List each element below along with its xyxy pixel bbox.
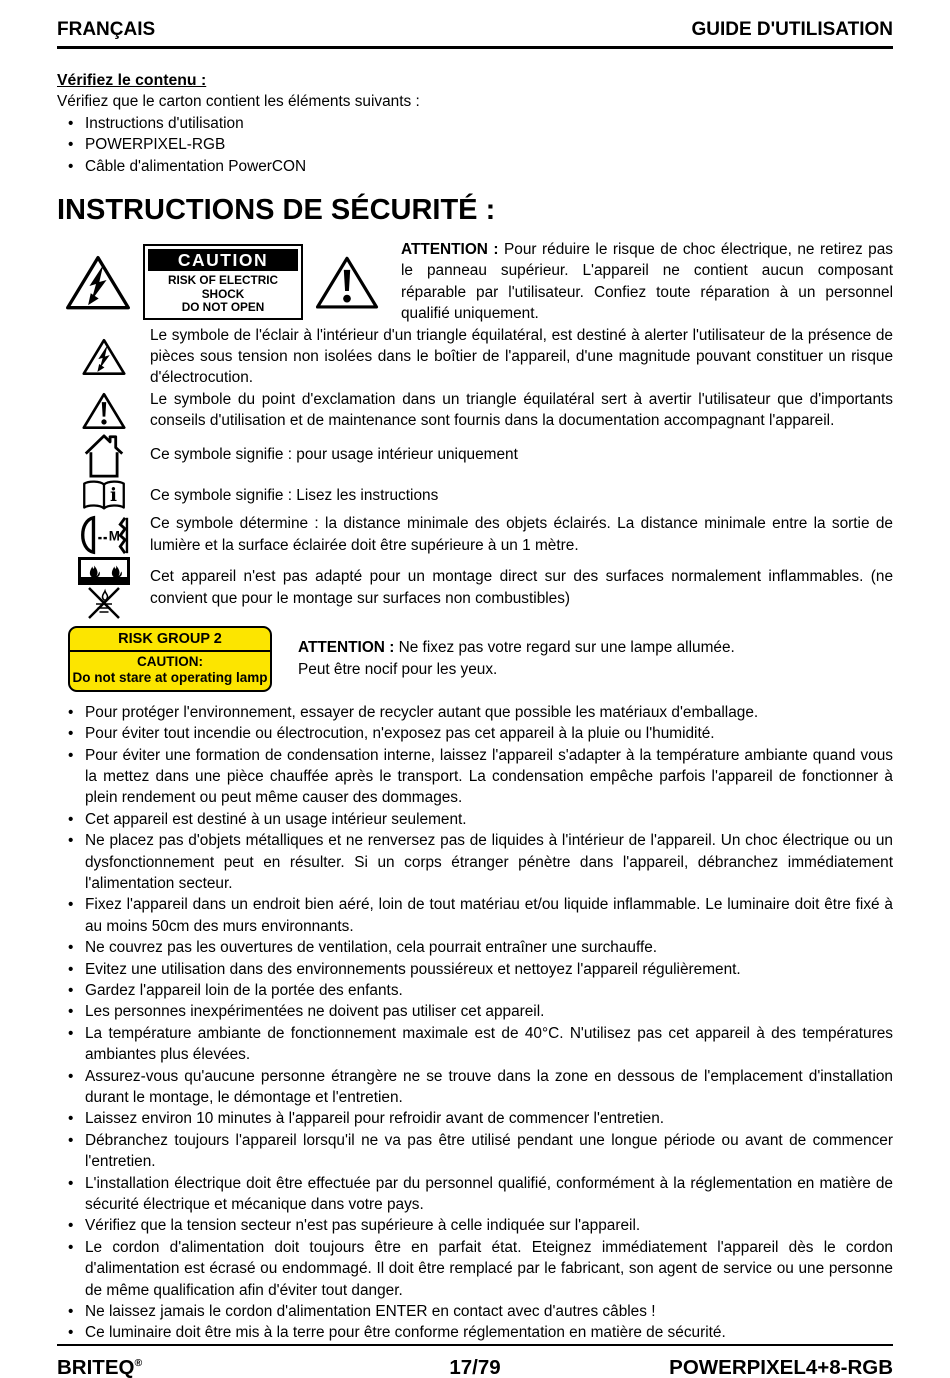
caution-sign-title: CAUTION <box>148 249 298 271</box>
safety-bullet: • Pour éviter une formation de condensation interne, laissez l'appareil s'adapter à la température ambiante quand vous la mettez dans une pièce chauffée après le transport. La condensation empêche parfois l'appareil de fonctionner à plein rendement ou peut même causer des dommages. <box>57 745 893 809</box>
safety-bullet: • Ne placez pas d'objets métalliques et ne renversez pas de liquides à l'intérieur de l'appareil. Un choc électrique ou un dysfonctionnement peut en résulter. Si un corps étranger pénètre dans l'appareil, débranchez immédiatement l'alimentation secteur. <box>57 830 893 894</box>
symbol-row <box>57 389 893 432</box>
registered-trademark-icon: ® <box>134 1356 143 1369</box>
footer-brand: BRITEQ® <box>57 1355 143 1378</box>
symbol-row <box>57 513 893 557</box>
symbol-row <box>57 479 893 513</box>
symbol-row <box>57 325 893 389</box>
attention-label: ATTENTION : <box>401 241 499 259</box>
page-footer <box>57 1344 893 1378</box>
attention-label: ATTENTION : <box>298 639 395 657</box>
list-item: • Câble d'alimentation PowerCON <box>57 156 893 177</box>
risk-group-block <box>57 626 893 692</box>
attention-paragraph: ATTENTION : Pour réduire le risque de choc électrique, ne retirez pas le panneau supérieur. L'appareil ne contient aucun composant réparable par l'utilisateur. Confiez toute réparation à un personnel qualifié uniquement. <box>401 241 893 323</box>
safety-bullet: • Pour éviter tout incendie ou électrocution, n'exposez pas cet appareil à la pluie ou l'humidité. <box>57 723 893 744</box>
symbol-row <box>57 432 893 479</box>
content-check-list <box>57 113 893 177</box>
exclamation-triangle-icon <box>82 391 126 430</box>
safety-bullet: • Assurez-vous qu'aucune personne étrangère ne se trouve dans la zone en dessous de l'emplacement d'installation durant le montage, le démontage et l'entretien. <box>57 1066 893 1109</box>
page-header <box>57 18 893 49</box>
risk-group-title: RISK GROUP 2 <box>70 628 270 652</box>
minimum-distance-icon <box>77 513 131 557</box>
safety-bullet: • Pour protéger l'environnement, essayer de recycler autant que possible les matériaux d'emballage. <box>57 702 893 723</box>
symbol-text: Ce symbole signifie : Lisez les instructions <box>150 486 439 504</box>
lightning-triangle-icon <box>82 337 126 376</box>
lightning-triangle-icon <box>65 253 131 311</box>
symbol-text: Ce symbole détermine : la distance minimale des objets éclairés. La distance minimale entre la sortie de lumière et la surface éclairée doit être supérieure à un 1 mètre. <box>150 515 893 554</box>
safety-bullet: • Cet appareil est destiné à un usage intérieur seulement. <box>57 809 893 830</box>
indoor-use-icon <box>82 432 126 479</box>
symbol-text: Le symbole du point d'exclamation dans un triangle équilatéral sert à avertir l'utilisateur que d'importants conseils d'utilisation et de maintenance sont fournis dans la documentation accompagnant l'appareil. <box>150 390 893 430</box>
caution-block <box>57 239 893 325</box>
header-doc-type: GUIDE D'UTILISATION <box>691 19 893 40</box>
content-check-title: Vérifiez le contenu : <box>57 72 207 89</box>
footer-page-number: 17/79 <box>449 1355 501 1378</box>
symbol-text: Ce symbole signifie : pour usage intérieur uniquement <box>150 446 518 464</box>
read-instructions-icon <box>81 479 127 513</box>
svg-text:i: i <box>109 484 117 506</box>
footer-product-name: POWERPIXEL4+8-RGB <box>669 1355 894 1378</box>
attention-lamp-paragraph: ATTENTION : Ne fixez pas votre regard sur une lampe allumée. Peut être nocif pour les yeux. <box>298 639 735 678</box>
risk-group-label <box>68 626 272 692</box>
safety-bullet: • Gardez l'appareil loin de la portée des enfants. <box>57 980 893 1001</box>
header-language: FRANÇAIS <box>57 19 156 40</box>
safety-bullet: • Evitez une utilisation dans des environnements poussiéreux et nettoyez l'appareil régulièrement. <box>57 959 893 980</box>
safety-bullet: • Les personnes inexpérimentées ne doivent pas utiliser cet appareil. <box>57 1001 893 1022</box>
safety-bullet: • Vérifiez que la tension secteur n'est pas supérieure à celle indiquée sur l'appareil. <box>57 1215 893 1236</box>
safety-bullet: • Laissez environ 10 minutes à l'appareil pour refroidir avant de commencer l'entretien. <box>57 1108 893 1129</box>
list-item: • POWERPIXEL-RGB <box>57 134 893 155</box>
safety-bullet-list <box>57 702 893 1344</box>
content-check-intro: Vérifiez que le carton contient les éléments suivants : <box>57 93 420 111</box>
symbol-text: Le symbole de l'éclair à l'intérieur d'un triangle équilatéral, est destiné à alerter l'utilisateur de la présence de pièces sous tension non isolées dans le boîtier de l'appareil, d'une magnitude pouvant constituer un risque d'électrocution. <box>150 326 893 387</box>
safety-bullet: • Débranchez toujours l'appareil lorsqu'il ne va pas être utilisé pendant une longue période ou avant de commencer l'entretien. <box>57 1130 893 1173</box>
caution-sign <box>143 244 303 320</box>
safety-bullet: • L'installation électrique doit être effectuée par du personnel qualifié, conformément à la réglementation en matière de sécurité électrique et mécanique dans votre pays. <box>57 1173 893 1216</box>
risk-group-caution: CAUTION: Do not stare at operating lamp <box>72 653 268 685</box>
no-flammable-surface-icon <box>78 557 130 619</box>
caution-graphics <box>65 244 379 320</box>
exclamation-triangle-icon <box>315 253 379 311</box>
safety-bullet: • Le cordon d'alimentation doit toujours être en parfait état. Eteignez immédiatement l'appareil dès le cordon d'alimentation est écrasé ou endommagé. Il doit être remplacé par le fabricant, son agent de service ou une personne de même qualification afin d'éviter tout danger. <box>57 1237 893 1301</box>
safety-bullet: • La température ambiante de fonctionnement maximale est de 40°C. N'utilisez pas cet appareil à des températures ambiantes plus élevées. <box>57 1023 893 1066</box>
safety-bullet: • Ne laissez jamais le cordon d'alimentation ENTER en contact avec d'autres câbles ! <box>57 1301 893 1322</box>
page-title: INSTRUCTIONS DE SÉCURITÉ : <box>57 194 496 227</box>
symbol-row <box>57 557 893 619</box>
list-item: • Instructions d'utilisation <box>57 113 893 134</box>
symbol-text: Cet appareil n'est pas adapté pour un montage direct sur des surfaces normalement inflammables. (ne convient que pour le montage sur surfaces non combustibles) <box>150 568 893 607</box>
caution-sign-text: RISK OF ELECTRIC SHOCK DO NOT OPEN <box>167 273 279 315</box>
svg-text:M: M <box>108 528 120 544</box>
safety-bullet: • Fixez l'appareil dans un endroit bien aéré, loin de tout matériau et/ou liquide inflammable. Le luminaire doit être fixé à au moins 50cm des murs environnants. <box>57 894 893 937</box>
content-check-section <box>57 70 893 177</box>
safety-bullet: • Ce luminaire doit être mis à la terre pour être conforme réglementation en matière de sécurité. <box>57 1322 893 1343</box>
safety-bullet: • Ne couvrez pas les ouvertures de ventilation, cela pourrait entraîner une surchauffe. <box>57 937 893 958</box>
